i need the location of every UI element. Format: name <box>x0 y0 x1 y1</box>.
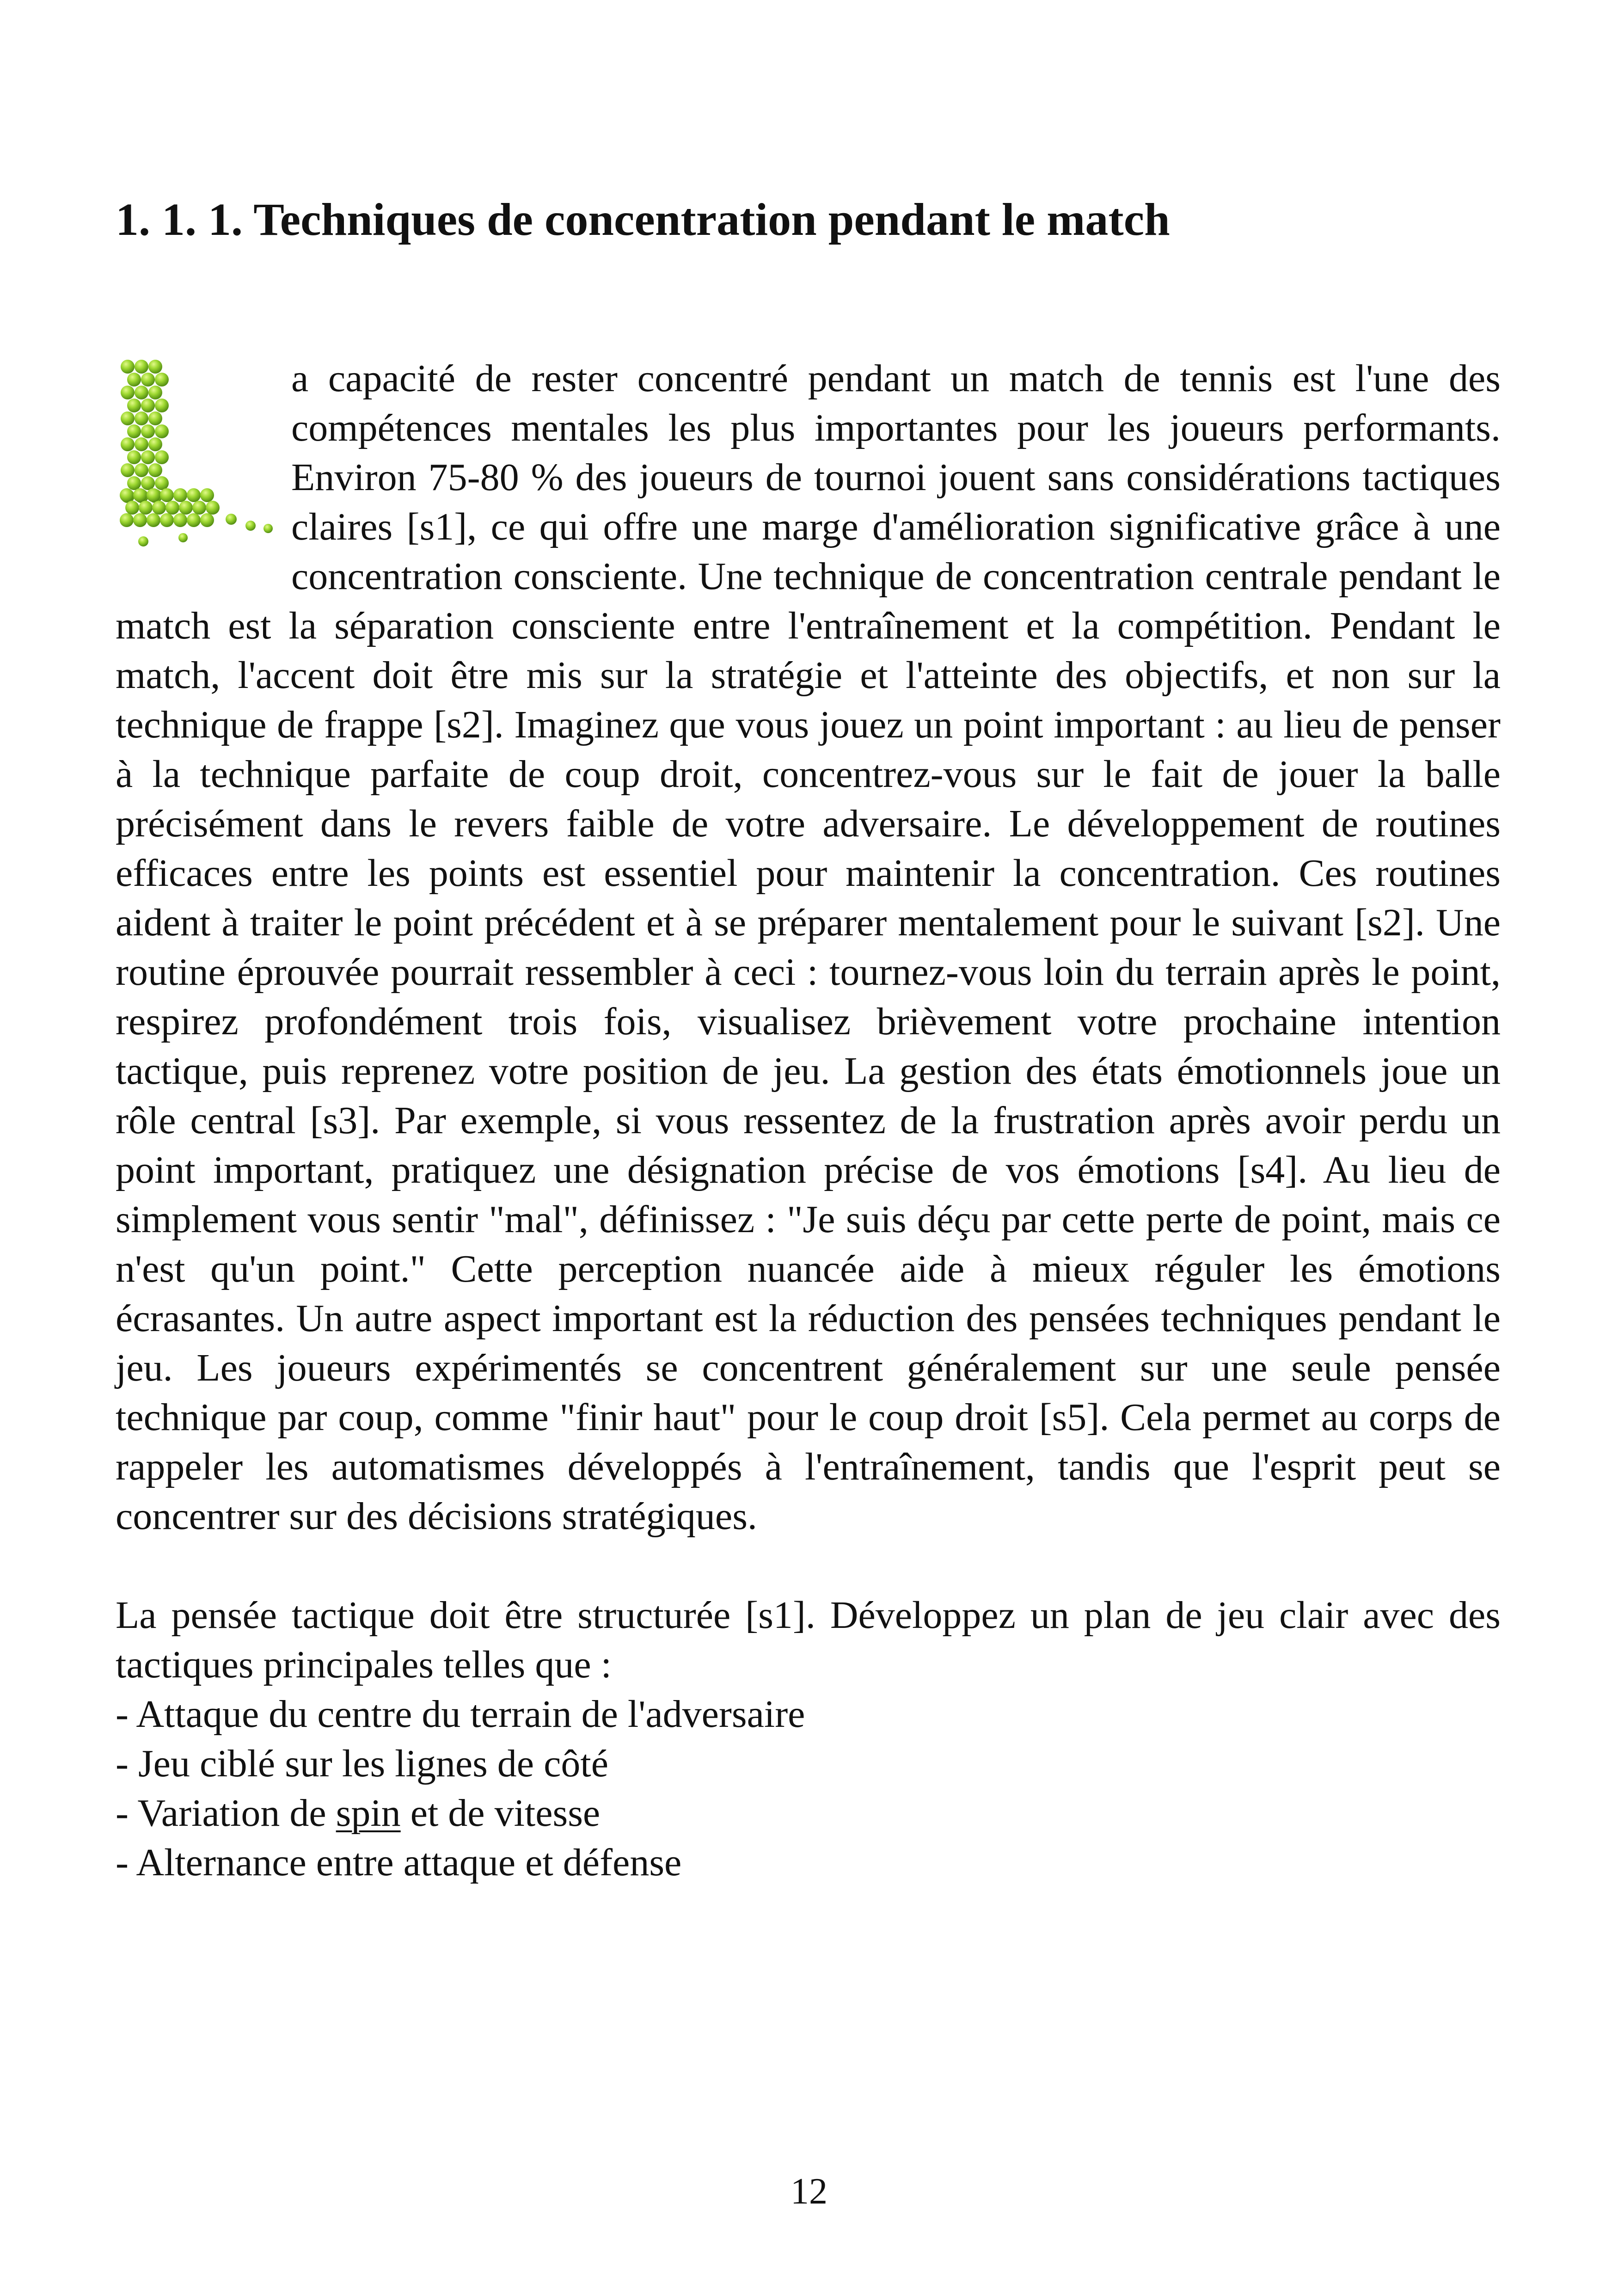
tennis-ball-icon <box>121 437 135 451</box>
tennis-ball-icon <box>120 488 134 502</box>
tennis-ball-icon <box>173 488 187 502</box>
tennis-ball-icon <box>148 360 162 374</box>
tennis-ball-icon <box>155 399 169 412</box>
tennis-ball-icon <box>152 501 166 515</box>
tennis-ball-icon <box>179 501 193 515</box>
tennis-ball-icon <box>127 373 141 387</box>
tennis-ball-icon <box>226 514 237 525</box>
tennis-ball-icon <box>125 501 139 515</box>
tennis-ball-icon <box>178 533 188 542</box>
tennis-ball-icon <box>127 424 141 438</box>
tennis-ball-icon <box>155 424 169 438</box>
tennis-ball-icon <box>148 386 162 399</box>
tennis-ball-icon <box>127 399 141 412</box>
tennis-ball-icon <box>127 476 141 490</box>
list-item <box>116 1788 1501 1838</box>
tennis-ball-icon <box>148 437 162 451</box>
tennis-ball-icon <box>200 513 214 527</box>
list-item: - Jeu ciblé sur les lignes de côté <box>116 1742 608 1785</box>
paragraph-2: La pensée tactique doit être structurée [s1]. Développez un plan de jeu clair avec des tactiques principales telles que : <box>116 1594 1501 1686</box>
tennis-ball-icon <box>147 488 160 502</box>
tennis-ball-icon <box>121 463 135 477</box>
tennis-ball-icon <box>192 501 206 515</box>
tennis-ball-icon <box>206 501 220 515</box>
tennis-ball-icon <box>155 476 169 490</box>
tennis-ball-icon <box>148 411 162 425</box>
list-item: - Alternance entre attaque et défense <box>116 1841 682 1884</box>
tennis-ball-icon <box>127 450 141 464</box>
tennis-ball-icon <box>121 360 135 374</box>
tennis-ball-letter-l-icon <box>116 354 283 554</box>
list-item-suffix: et de vitesse <box>400 1792 601 1835</box>
tennis-ball-icon <box>155 373 169 387</box>
tennis-ball-icon <box>141 424 155 438</box>
tennis-ball-icon <box>200 488 214 502</box>
tennis-ball-icon <box>165 501 179 515</box>
tennis-ball-icon <box>187 513 201 527</box>
tennis-balls-cluster <box>120 360 273 546</box>
tennis-ball-icon <box>141 476 155 490</box>
page-number: 12 <box>791 2171 827 2212</box>
tennis-ball-icon <box>120 513 134 527</box>
tennis-ball-icon <box>138 536 148 546</box>
underlined-term: spin <box>336 1792 401 1835</box>
tennis-ball-icon <box>245 521 256 531</box>
tennis-ball-icon <box>155 450 169 464</box>
tennis-ball-icon <box>121 386 135 399</box>
tennis-ball-icon <box>148 463 162 477</box>
section-heading: 1. 1. 1. Techniques de concentration pendant le match <box>116 194 1170 245</box>
tennis-ball-icon <box>139 501 153 515</box>
tennis-ball-icon <box>141 399 155 412</box>
tactics-list <box>116 1689 1501 1887</box>
paragraph-1 <box>116 354 1501 1541</box>
tennis-ball-icon <box>160 488 174 502</box>
tennis-ball-icon <box>264 524 273 533</box>
tennis-ball-icon <box>133 513 147 527</box>
tennis-ball-icon <box>173 513 187 527</box>
tennis-ball-icon <box>160 513 174 527</box>
tennis-ball-icon <box>141 373 155 387</box>
tennis-ball-icon <box>141 450 155 464</box>
list-item-prefix: - Variation de <box>116 1792 336 1835</box>
tennis-ball-icon <box>135 411 148 425</box>
list-item: - Attaque du centre du terrain de l'adversaire <box>116 1693 805 1736</box>
tennis-ball-icon <box>135 437 148 451</box>
tennis-ball-icon <box>135 386 148 399</box>
tennis-ball-icon <box>187 488 201 502</box>
tennis-ball-icon <box>135 463 148 477</box>
body-content <box>116 354 1501 1887</box>
tennis-ball-icon <box>135 360 148 374</box>
paragraph-1-text: a capacité de rester concentré pendant un match de tennis est l'une des compétences mentales les plus importantes pour les joueurs performants. Environ 75-80 % des joueurs de tournoi jouent sans considérations tactiques claires [s1], ce qui offre une marge d'amélioration significative grâce à une concentration consciente. Une technique de concentration centrale pendant le match est la séparation consciente entre l'entraînement et la compétition. Pendant le match, l'accent doit être mis sur la stratégie et l'atteinte des objectifs, et non sur la technique de frappe [s2]. Imaginez que vous jouez un point important : au lieu de penser à la technique parfaite de coup droit, concentrez-vous sur le fait de jouer la balle précisément dans le revers faible de votre adversaire. Le développement de routines efficaces entre les points est essentiel pour maintenir la concentration. Ces routines aident à traiter le point précédent et à se préparer mentalement pour le suivant [s2]. Une routine éprouvée pourrait ressembler à ceci : tournez-vous loin du terrain après le point, respirez profondément trois fois, visualisez brièvement votre prochaine intention tactique, puis reprenez votre position de jeu. La gestion des états émotionnels joue un rôle central [s3]. Par exemple, si vous ressentez de la frustration après avoir perdu un point important, pratiquez une désignation précise de vos émotions [s4]. Au lieu de simplement vous sentir "mal", définissez : "Je suis déçu par cette perte de point, mais ce n'est qu'un point." Cette perception nuancée aide à mieux réguler les émotions écrasantes. Un autre aspect important est la réduction des pensées techniques pendant le jeu. Les joueurs expérimentés se concentrent généralement sur une seule pensée technique par coup, comme "finir haut" pour le coup droit [s5]. Cela permet au corps de rappeler les automatismes développés à l'entraînement, tandis que l'esprit peut se concentrer sur des décisions stratégiques. <box>116 357 1501 1538</box>
dropcap-letter-l-graphic <box>116 356 283 554</box>
tennis-ball-icon <box>121 411 135 425</box>
tennis-ball-icon <box>147 513 160 527</box>
tennis-ball-icon <box>133 488 147 502</box>
